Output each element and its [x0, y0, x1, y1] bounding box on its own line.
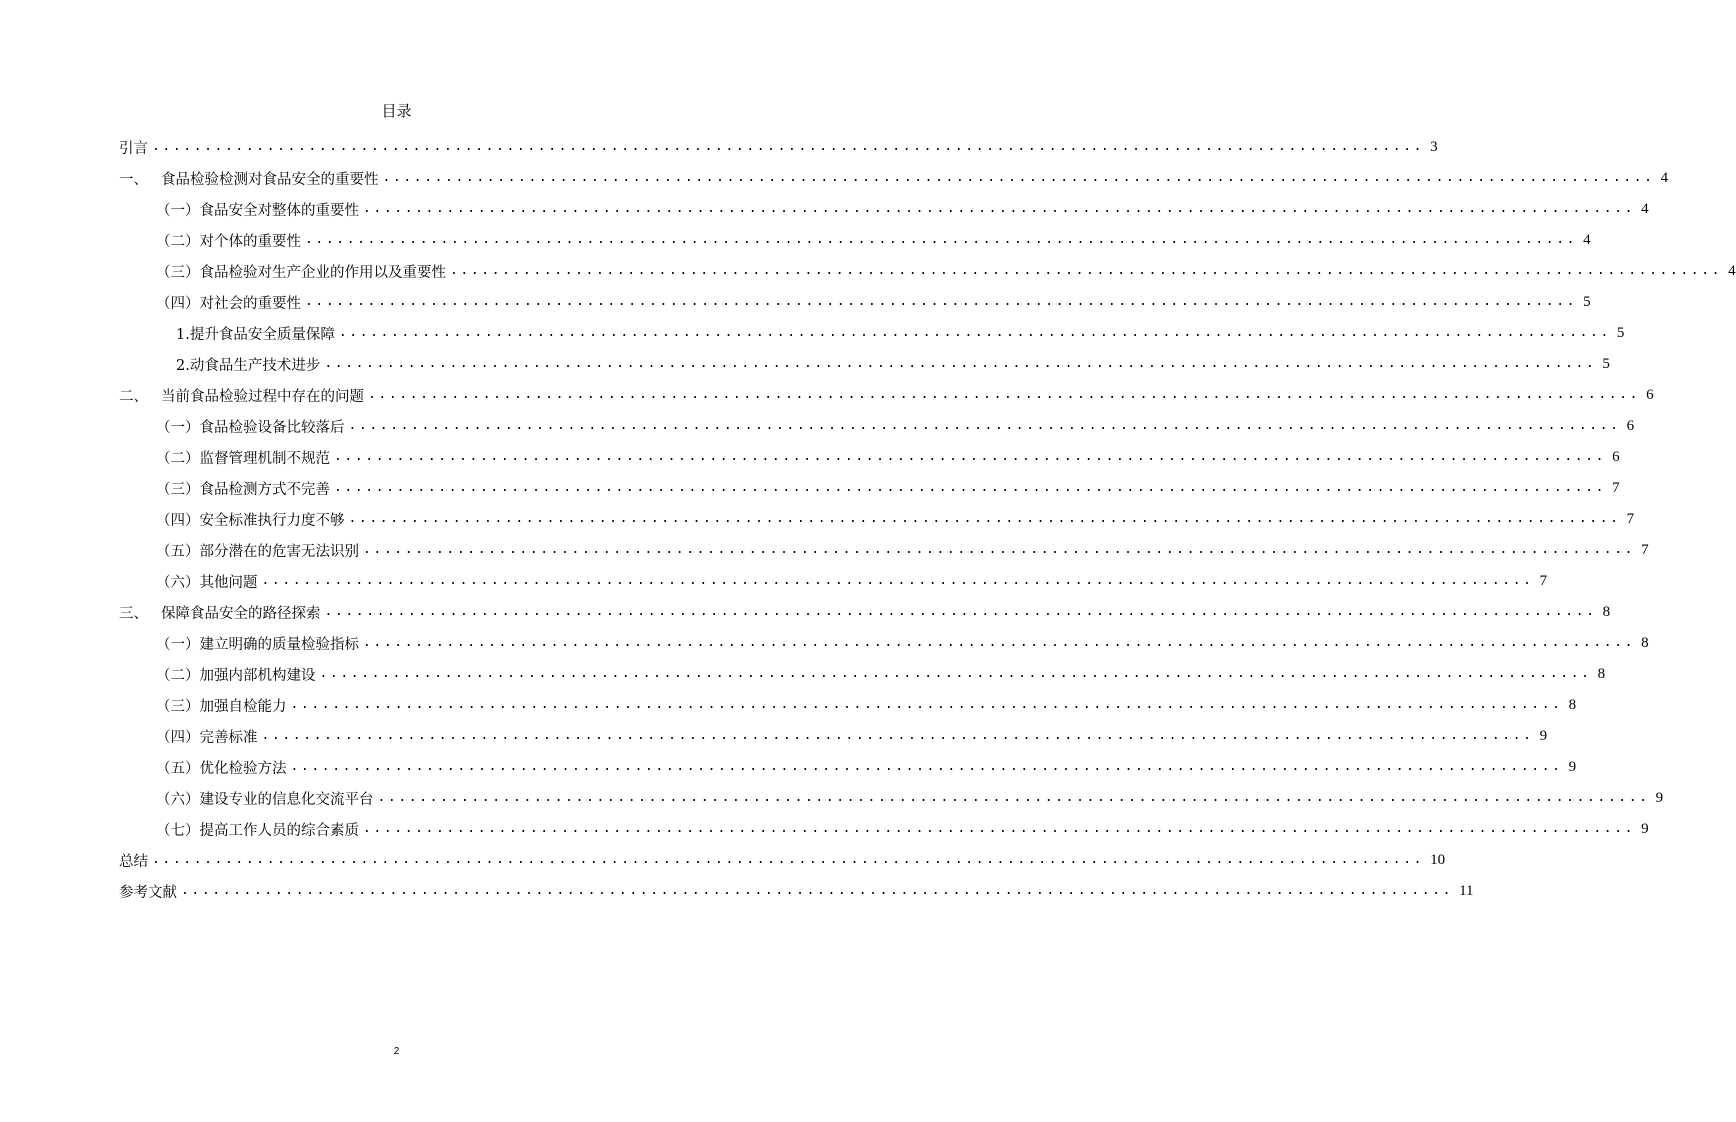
toc-entry-title — [156, 230, 303, 251]
toc-dot-leader: .......................................................................................................................... — [152, 852, 1425, 867]
toc-entry[interactable] — [119, 597, 1611, 628]
toc-entry-label: 对社会的重要性 — [199, 296, 301, 312]
toc-entry[interactable] — [119, 628, 1649, 659]
toc-entry-number: （二） — [156, 668, 200, 684]
toc-entry-number: 一、 — [119, 172, 148, 188]
toc-entry-label: 动食品生产技术进步 — [189, 358, 321, 374]
toc-entry-title — [156, 633, 361, 654]
toc-dot-leader: .......................................................................................................................... — [319, 666, 1592, 681]
toc-entry-page: 9 — [1568, 759, 1577, 775]
toc-entry[interactable] — [119, 690, 1577, 721]
toc-entry-title — [156, 447, 332, 468]
toc-entry-page: 6 — [1646, 387, 1654, 403]
toc-entry-title — [156, 695, 289, 716]
toc-entry[interactable] — [119, 163, 1669, 194]
toc-entry[interactable] — [119, 287, 1591, 318]
toc-dot-leader: .......................................................................................................................... — [305, 232, 1578, 247]
toc-entry-label: 部分潜在的危害无法识别 — [199, 544, 359, 560]
toc-entry-label: 提高工作人员的综合素质 — [199, 823, 359, 839]
toc-entry-page: 4 — [1728, 263, 1736, 279]
toc-entry-page: 8 — [1641, 635, 1649, 651]
toc-entry-page: 5 — [1602, 356, 1610, 372]
toc-dot-leader: .......................................................................................................................... — [261, 728, 1534, 743]
toc-entry-label: 食品安全对整体的重要性 — [199, 203, 359, 219]
toc-entry-page: 4 — [1641, 201, 1649, 217]
toc-dot-leader: .......................................................................................................................... — [338, 325, 1611, 340]
toc-entry-title — [156, 757, 289, 778]
toc-entry-title — [156, 509, 347, 530]
toc-entry-label: 食品检验对生产企业的作用以及重要性 — [199, 265, 446, 281]
toc-entry-page: 10 — [1430, 852, 1446, 868]
toc-entry[interactable] — [119, 504, 1635, 535]
toc-entry-label: 加强内部机构建设 — [199, 668, 316, 684]
toc-entry-label: 对个体的重要性 — [199, 234, 301, 250]
toc-entry-number: （七） — [156, 823, 200, 839]
toc-entry-label: 监督管理机制不规范 — [199, 451, 330, 467]
toc-entry-title — [156, 540, 361, 561]
toc-entry[interactable] — [119, 132, 1438, 163]
toc-entry[interactable] — [119, 194, 1649, 225]
page-number: 2 — [393, 1046, 400, 1057]
toc-entry-number: （二） — [156, 451, 200, 467]
toc-entry-title — [156, 788, 376, 809]
toc-entry[interactable] — [119, 721, 1548, 752]
toc-entry-label: 总结 — [119, 854, 148, 870]
toc-entry-title — [119, 602, 323, 623]
toc-entry-number: （五） — [156, 761, 200, 777]
toc-dot-leader: .......................................................................................................................... — [334, 480, 1607, 495]
toc-entry-page: 6 — [1626, 418, 1635, 434]
toc-entry-title — [176, 354, 322, 375]
toc-entry-number: 1. — [176, 327, 190, 343]
toc-dot-leader: .......................................................................................................................... — [324, 356, 1597, 371]
toc-dot-leader: .......................................................................................................................... — [450, 263, 1723, 278]
toc-entry-title — [156, 571, 260, 592]
toc-dot-leader: .......................................................................................................................... — [290, 759, 1563, 774]
toc-entry[interactable] — [119, 380, 1654, 411]
toc-entry-number: （五） — [156, 544, 200, 560]
toc-entry-number: （一） — [156, 203, 200, 219]
toc-entry-number: （六） — [156, 792, 200, 808]
toc-dot-leader: .......................................................................................................................... — [363, 542, 1636, 557]
toc-entry-title — [119, 137, 150, 158]
toc-entry-label: 安全标准执行力度不够 — [199, 513, 345, 529]
toc-entry-number: （二） — [156, 234, 200, 250]
toc-entry[interactable] — [119, 225, 1591, 256]
toc-entry-label: 食品检测方式不完善 — [199, 482, 330, 498]
toc-entry[interactable] — [119, 256, 1736, 287]
toc-entry-number: （一） — [156, 420, 200, 436]
toc-entry-page: 8 — [1597, 666, 1606, 682]
toc-dot-leader: .......................................................................................................................... — [305, 294, 1578, 309]
toc-entry-label: 参考文献 — [119, 885, 177, 901]
toc-entry-page: 5 — [1616, 325, 1625, 341]
toc-dot-leader: .......................................................................................................................... — [348, 418, 1621, 433]
toc-entry-label: 其他问题 — [199, 575, 258, 591]
toc-entry-number: （四） — [156, 730, 200, 746]
toc-entry-label: 食品检验检测对食品安全的重要性 — [161, 172, 379, 188]
toc-entry-title — [119, 850, 150, 871]
toc-entry-page: 5 — [1583, 294, 1591, 310]
toc-entry-page: 3 — [1430, 139, 1438, 155]
toc-entry-title — [119, 385, 366, 406]
toc-entry-label: 优化检验方法 — [199, 761, 287, 777]
toc-entry-number: （四） — [156, 296, 200, 312]
toc-entry-label: 保障食品安全的路径探索 — [161, 606, 321, 622]
toc-dot-leader: .......................................................................................................................... — [363, 821, 1636, 836]
toc-entry-page: 7 — [1539, 573, 1548, 589]
toc-entry-title — [156, 292, 303, 313]
toc-entry-number: （六） — [156, 575, 200, 591]
toc-entry-number: （三） — [156, 265, 200, 281]
toc-entry[interactable] — [119, 535, 1649, 566]
toc-entry-page: 9 — [1641, 821, 1649, 837]
toc-entry[interactable] — [119, 349, 1610, 380]
toc-entry-title — [156, 478, 332, 499]
toc-entry[interactable] — [119, 659, 1606, 690]
toc-entry-label: 完善标准 — [199, 730, 258, 746]
toc-entry-page: 11 — [1459, 883, 1474, 899]
toc-entry-page: 9 — [1539, 728, 1548, 744]
toc-entry[interactable] — [119, 442, 1620, 473]
toc-entry[interactable] — [119, 845, 1446, 876]
toc-entry-label: 建设专业的信息化交流平台 — [199, 792, 374, 808]
toc-entry-page: 8 — [1568, 697, 1577, 713]
toc-dot-leader: .......................................................................................................................... — [290, 697, 1563, 712]
toc-dot-leader: .......................................................................................................................... — [348, 511, 1621, 526]
toc-entry-page: 4 — [1583, 232, 1591, 248]
toc-entry-label: 引言 — [119, 141, 148, 157]
toc-dot-leader: .......................................................................................................................... — [377, 790, 1650, 805]
toc-entry-page: 4 — [1660, 170, 1669, 186]
toc-dot-leader: .......................................................................................................................... — [363, 201, 1636, 216]
toc-dot-leader: .......................................................................................................................... — [382, 170, 1655, 185]
toc-entry-title — [176, 323, 337, 344]
toc-entry[interactable] — [119, 876, 1474, 907]
toc-entry-page: 7 — [1626, 511, 1635, 527]
toc-entry-page: 7 — [1641, 542, 1649, 558]
toc-entry-label: 建立明确的质量检验指标 — [199, 637, 359, 653]
toc-dot-leader: .......................................................................................................................... — [368, 387, 1641, 402]
toc-entry-page: 8 — [1602, 604, 1611, 620]
toc-entry-number: 二、 — [119, 389, 148, 405]
toc-entry[interactable] — [119, 814, 1649, 845]
toc-entry-title — [156, 664, 318, 685]
toc-entry-title — [156, 416, 347, 437]
toc-entry-title — [119, 881, 179, 902]
toc-entry-number: （一） — [156, 637, 200, 653]
toc-entry[interactable] — [119, 752, 1577, 783]
toc-entry-page: 9 — [1655, 790, 1664, 806]
toc-entry[interactable] — [119, 566, 1548, 597]
toc-dot-leader: .......................................................................................................................... — [261, 573, 1534, 588]
toc-entry-title — [156, 726, 260, 747]
toc-entry-number: （三） — [156, 699, 200, 715]
toc-list — [119, 132, 1736, 907]
toc-entry[interactable] — [119, 783, 1664, 814]
toc-entry-title — [156, 199, 361, 220]
toc-entry-label: 提升食品安全质量保障 — [189, 327, 335, 343]
toc-entry[interactable] — [119, 411, 1635, 442]
toc-entry[interactable] — [119, 473, 1620, 504]
toc-entry-label: 食品检验设备比较落后 — [199, 420, 345, 436]
toc-entry-page: 6 — [1612, 449, 1620, 465]
toc-entry-title — [119, 168, 381, 189]
toc-dot-leader: .......................................................................................................................... — [334, 449, 1607, 464]
toc-entry-number: 2. — [176, 358, 190, 374]
toc-entry-title — [156, 819, 361, 840]
toc-dot-leader: .......................................................................................................................... — [324, 604, 1597, 619]
toc-entry-number: 三、 — [119, 606, 148, 622]
toc-entry-label: 加强自检能力 — [199, 699, 287, 715]
toc-entry-number: （三） — [156, 482, 200, 498]
toc-entry[interactable] — [119, 318, 1625, 349]
toc-dot-leader: .......................................................................................................................... — [181, 883, 1454, 898]
toc-title: 目录 — [381, 102, 412, 120]
toc-dot-leader: .......................................................................................................................... — [363, 635, 1636, 650]
toc-dot-leader: .......................................................................................................................... — [152, 139, 1425, 154]
toc-entry-page: 7 — [1612, 480, 1620, 496]
toc-entry-title — [156, 261, 448, 282]
toc-entry-label: 当前食品检验过程中存在的问题 — [161, 389, 364, 405]
toc-entry-number: （四） — [156, 513, 200, 529]
